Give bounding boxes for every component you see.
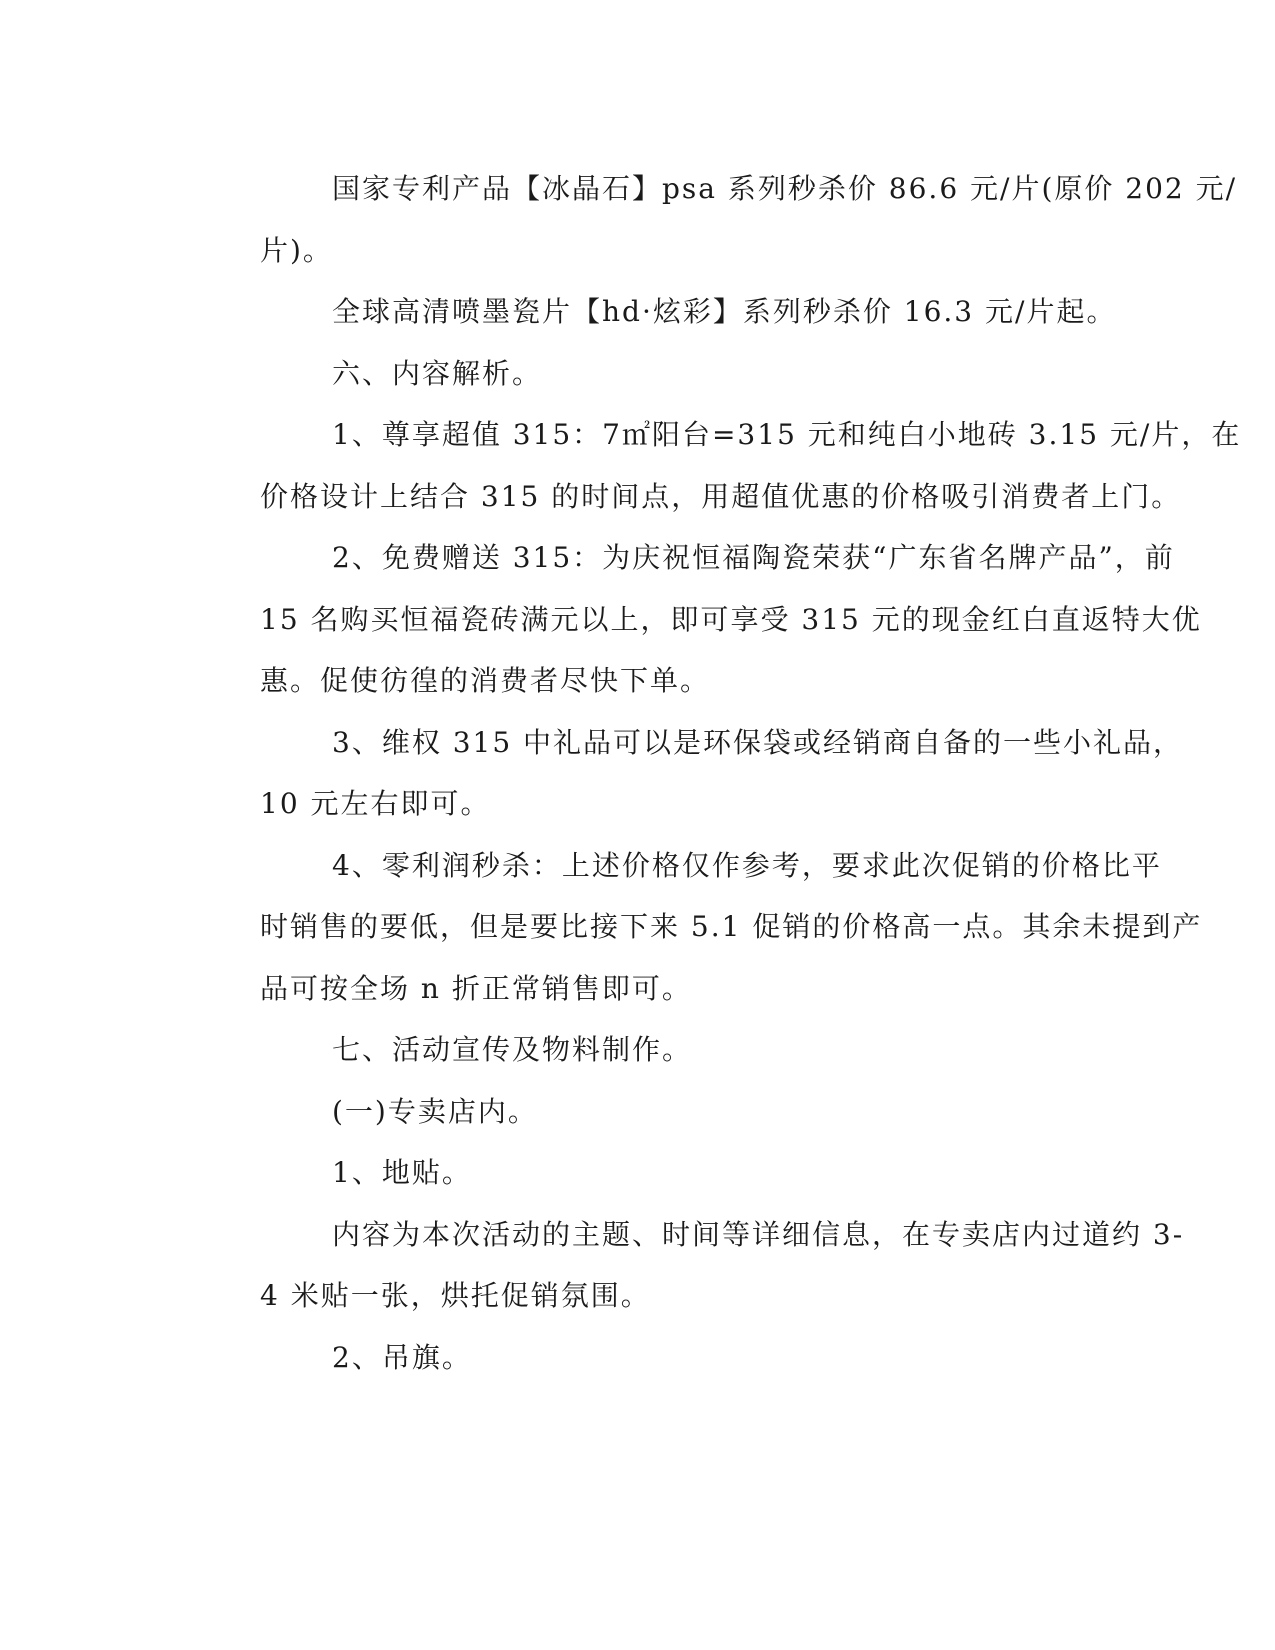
text-line: 国家专利产品【冰晶石】psa 系列秒杀价 86.6 元/片(原价 202 元/ [332, 172, 1238, 205]
text-line: 3、维权 315 中礼品可以是环保袋或经销商自备的一些小礼品， [332, 725, 1184, 759]
paragraph-item-4 [188, 835, 1203, 1020]
section-heading-promotion-materials [188, 1019, 1068, 1081]
text-line: 15 名购买恒福瓷砖满元以上，即可享受 315 元的现金红白直返特大优 [260, 602, 1202, 636]
paragraph-price-hd [188, 281, 1117, 343]
document-body [188, 158, 1242, 1388]
text-line: 4、零利润秒杀：上述价格仅作参考，要求此次促销的价格比平 [332, 848, 1162, 882]
text-line: 全球高清喷墨瓷片【hd·炫彩】系列秒杀价 16.3 元/片起。 [332, 295, 1117, 328]
text-line: 2、免费赠送 315：为庆祝恒福陶瓷荣获“广东省名牌产品”，前 [332, 541, 1175, 574]
paragraph-item-2 [188, 527, 1202, 712]
text-line: 价格设计上结合 315 的时间点，用超值优惠的价格吸引消费者上门。 [260, 479, 1182, 513]
subsection-heading-store [188, 1081, 1068, 1143]
section-heading: 七、活动宣传及物料制作。 [332, 1033, 693, 1066]
text-line: 内容为本次活动的主题、时间等详细信息，在专卖店内过道约 3- [332, 1217, 1185, 1251]
text-line: 时销售的要低，但是要比接下来 5.1 促销的价格高一点。其余未提到产 [260, 910, 1203, 943]
text-line: 片)。 [260, 233, 333, 267]
paragraph-price-icecrystal [188, 158, 1238, 281]
paragraph-floor-sticker [188, 1204, 1185, 1327]
subsection-heading: (一)专卖店内。 [332, 1094, 538, 1128]
section-heading-content-analysis [188, 343, 1068, 405]
text-line: 品可按全场 n 折正常销售即可。 [260, 971, 692, 1005]
item-heading: 1、地贴。 [332, 1156, 472, 1189]
text-line: 10 元左右即可。 [260, 787, 491, 820]
text-line: 4 米贴一张，烘托促销氛围。 [260, 1279, 651, 1312]
item-heading-floor-sticker [188, 1142, 1068, 1204]
text-line: 惠。促使彷徨的消费者尽快下单。 [260, 664, 711, 697]
text-line: 1、尊享超值 315：7㎡阳台=315 元和纯白小地砖 3.15 元/片，在 [332, 418, 1242, 451]
section-heading: 六、内容解析。 [332, 356, 543, 390]
paragraph-item-3 [188, 712, 1184, 835]
item-heading-hanging-flag [188, 1327, 1068, 1389]
item-heading: 2、吊旗。 [332, 1340, 472, 1374]
paragraph-item-1 [188, 404, 1242, 527]
